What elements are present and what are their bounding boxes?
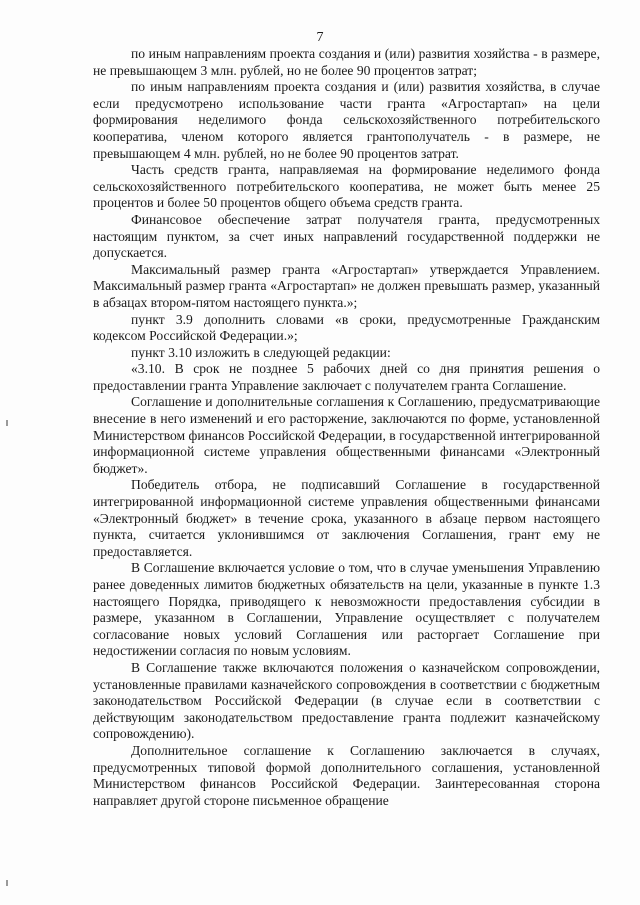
document-body: [93, 46, 600, 809]
paragraph: Финансовое обеспечение затрат получателя гранта, предусмотренных настоящим пунктом, за счет иных направлений государственной поддержки не допускается.: [93, 211, 600, 261]
paragraph: В Соглашение включается условие о том, что в случае уменьшения Управлению ранее доведенных лимитов бюджетных обязательств на цели, указанные в пункте 1.3 настоящего Порядка, приводящего к невозможности предоставления субсидии в размере, указанном в Соглашении, Управление осуществляет с получателем согласование новых условий Соглашения или расторгает Соглашение при недостижении согласия по новым условиям.: [93, 560, 600, 659]
paragraph: Дополнительное соглашение к Соглашению заключается в случаях, предусмотренных типовой формой дополнительного соглашения, установленной Министерством финансов Российской Федерации. Заинтересованная сторона направляет другой стороне письменное обращение: [93, 742, 600, 808]
scan-edge-mark: [6, 880, 8, 886]
paragraph: Победитель отбора, не подписавший Соглашение в государственной интегрированной информационной системе управления общественными финансами «Электронный бюджет» в течение срока, указанного в абзаце первом настоящего пункта, считается уклонившимся от заключения Соглашения, грант ему не предоставляется.: [93, 477, 600, 559]
paragraph: по иным направлениям проекта создания и (или) развития хозяйства, в случае если предусмотрено использование части гранта «Агростартап» на цели формирования неделимого фонда сельскохозяйственного потребительского кооператива, членом которого является грантополучатель - в размере, не превышающем 4 млн. рублей, но не более 90 процентов затрат.: [93, 79, 600, 161]
paragraph: по иным направлениям проекта создания и (или) развития хозяйства - в размере, не превышающем 3 млн. рублей, но не более 90 процентов затрат;: [93, 46, 600, 78]
paragraph: В Соглашение также включаются положения о казначейском сопровождении, установленные правилами казначейского сопровождения в соответствии с бюджетным законодательством Российской Федерации (в случае если в соответствии с действующим законодательством предоставление гранта подлежит казначейскому сопровождению).: [93, 659, 600, 742]
paragraph: Максимальный размер гранта «Агростартап» утверждается Управлением. Максимальный размер гранта «Агростартап» не должен превышать размер, указанный в абзацах втором-пятом настоящего пункта.»;: [93, 261, 600, 310]
paragraph: пункт 3.9 дополнить словами «в сроки, предусмотренные Гражданским кодексом Российской Федерации.»;: [93, 311, 600, 344]
paragraph: «3.10. В срок не позднее 5 рабочих дней со дня принятия решения о предоставлении гранта Управление заключает с получателем гранта Соглашение.: [93, 361, 600, 393]
scan-edge-mark: [6, 420, 8, 426]
paragraph: Часть средств гранта, направляемая на формирование неделимого фонда сельскохозяйственного потребительского кооператива, не может быть менее 25 процентов и более 50 процентов общего объема средств гранта.: [93, 162, 600, 211]
paragraph: пункт 3.10 изложить в следующей редакции:: [131, 344, 391, 360]
paragraph: Соглашение и дополнительные соглашения к Соглашению, предусматривающие внесение в него изменений и его расторжение, заключаются по форме, установленной Министерством финансов Российской Федерации, в государственной интегрированной информационной системе управления общественными финансами «Электронный бюджет».: [93, 394, 601, 476]
page-number: 7: [316, 30, 324, 45]
